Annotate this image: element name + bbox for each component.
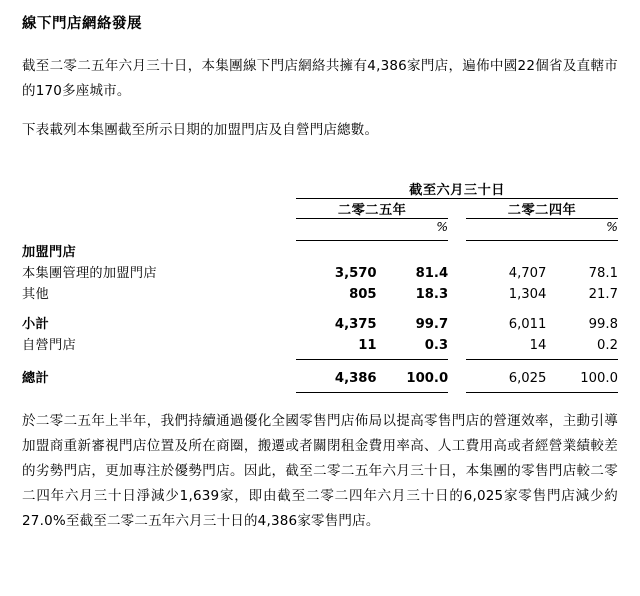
header-blank-num-2025 — [296, 218, 376, 234]
header-gap — [448, 198, 466, 218]
total-pct-2025: 100.0 — [406, 370, 449, 386]
row-gap — [448, 260, 466, 281]
header-year-2025: 二零二五年 — [296, 198, 448, 218]
intro-paragraph-2: 下表載列本集團截至所示日期的加盟門店及自營門店總數。 — [22, 121, 379, 138]
row-gap — [448, 332, 466, 353]
row-pct-2024: 99.8 — [588, 316, 618, 332]
row-value-2024: 4,707 — [508, 265, 547, 281]
row-label: 小計 — [22, 316, 49, 332]
spacer-cell — [22, 302, 618, 311]
row-value-2025: 3,570 — [334, 265, 377, 281]
total-label: 總計 — [22, 370, 49, 386]
rule-gap-3 — [448, 386, 466, 393]
header-blank-num-2024 — [466, 218, 546, 234]
row-label: 自營門店 — [22, 337, 76, 353]
row-pct-2025: 18.3 — [415, 286, 449, 302]
table-section-row — [22, 240, 618, 260]
closing-paragraph: 於二零二五年上半年，我們持續通過優化全國零售門店佈局以提高零售門店的營運效率，主動引導加盟商重新審視門店位置及所在商圈，搬遷或者關閉租金費用率高、人工費用高或者經營業績較差的劣勢門店，更加專注於優勢門店。因此，截至二零二五年六月三十日，本集團的零售門店較二零二四年六月三十日淨減少1,639家，即由截至二零二四年六月三十日的6,025家零售門店減少約27.0%至截至二零二五年六月三十日的4,386家零售門店。 — [22, 412, 618, 529]
row-pct-2024: 0.2 — [597, 337, 618, 353]
row-pct-2024: 78.1 — [588, 265, 618, 281]
total-rule-2025 — [296, 386, 448, 393]
rule-spacer-3 — [22, 386, 296, 393]
total-pct-2024: 100.0 — [580, 370, 618, 386]
row-pct-2025: 81.4 — [415, 265, 449, 281]
row-label: 其他 — [22, 286, 49, 302]
table-header-year-row — [22, 198, 618, 218]
table-total-row — [22, 365, 618, 386]
intro-paragraph-1: 截至二零二五年六月三十日，本集團線下門店網絡共擁有4,386家門店，遍佈中國22個省及直轄市的170多座城市。 — [22, 57, 618, 99]
total-value-2025: 4,386 — [334, 370, 377, 386]
page-title: 線下門店網絡發展 — [22, 16, 142, 32]
table-row — [22, 260, 618, 281]
row-pct-2025: 0.3 — [424, 337, 449, 353]
row-value-2025: 11 — [358, 337, 377, 353]
row-value-2025: 805 — [349, 286, 377, 302]
table-row — [22, 281, 618, 302]
table-header-asof-row — [22, 179, 618, 199]
row-gap — [448, 311, 466, 332]
header-gap-2 — [448, 218, 466, 234]
row-value-2024: 1,304 — [508, 286, 547, 302]
row-pct-2025: 99.7 — [415, 316, 449, 332]
header-spacer-3 — [22, 218, 296, 234]
table-spacer-row — [22, 302, 618, 311]
table-header-pct-row — [22, 218, 618, 234]
row-label: 本集團管理的加盟門店 — [22, 265, 157, 281]
header-pct-2025: % — [436, 218, 449, 234]
section-header-franchise: 加盟門店 — [22, 244, 76, 260]
store-network-table — [22, 179, 618, 393]
header-spacer — [22, 179, 296, 199]
header-as-of: 截至六月三十日 — [296, 179, 618, 199]
total-rule-2024 — [466, 386, 618, 393]
header-spacer-2 — [22, 198, 296, 218]
header-year-2024: 二零二四年 — [466, 198, 618, 218]
total-value-2024: 6,025 — [508, 370, 547, 386]
row-gap — [448, 281, 466, 302]
total-gap — [448, 365, 466, 386]
row-value-2024: 6,011 — [508, 316, 547, 332]
row-pct-2024: 21.7 — [588, 286, 618, 302]
row-value-2025: 4,375 — [334, 316, 377, 332]
row-value-2024: 14 — [529, 337, 547, 353]
total-rule-row — [22, 386, 618, 393]
header-pct-2024: % — [606, 218, 618, 234]
table-row — [22, 311, 618, 332]
table-row — [22, 332, 618, 353]
